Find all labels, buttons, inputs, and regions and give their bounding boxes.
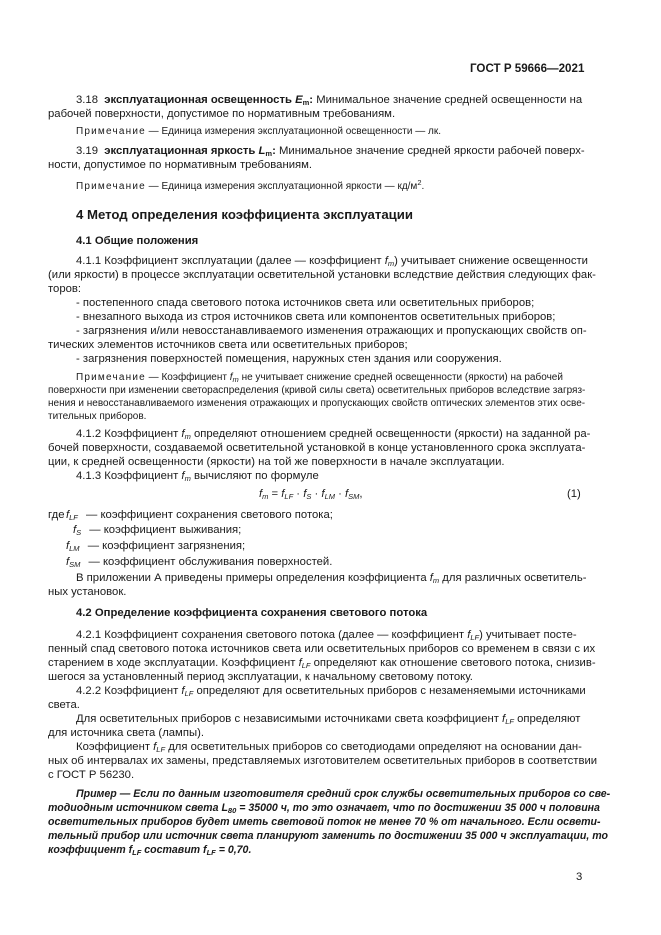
where-item bbox=[66, 555, 332, 572]
where-symbol: $f_{SM}$ bbox=[66, 556, 81, 569]
where-symbol: $f_S$ bbox=[73, 524, 82, 537]
paragraph-text: Коэффициент bbox=[76, 741, 151, 753]
note-sup: 2 bbox=[417, 178, 422, 187]
paragraph-line: торов: bbox=[48, 283, 82, 295]
note-text: — Коэффициент bbox=[148, 372, 227, 383]
note-label: Примечание bbox=[76, 181, 146, 192]
var-f-lf: $f_{LF}$ bbox=[298, 657, 311, 670]
paragraph-line: для источника света (лампы). bbox=[48, 727, 204, 739]
paragraph-text: определяют bbox=[517, 713, 581, 725]
term-symbol: L bbox=[258, 145, 266, 157]
paragraph-line: шегося за установленный период эксплуатации, к начальному световому потоку. bbox=[48, 671, 473, 683]
note-label: Примечание bbox=[76, 126, 146, 137]
definition-text: Минимальное значение средней освещенности на bbox=[316, 94, 583, 106]
note-3-19 bbox=[76, 176, 424, 193]
bullet-item: - загрязнения и/или невосстанавливаемого изменения отражающих и пропускающих свойств оп- bbox=[76, 325, 587, 337]
note-end: . bbox=[421, 181, 425, 192]
subsection-4-2-title: 4.2 Определение коэффициента сохранения светового потока bbox=[76, 607, 428, 619]
paragraph-line: (или яркости) в процессе эксплуатации осветительной установки вследствие действия следующих фак- bbox=[48, 269, 596, 281]
paragraph-line: пенный спад светового потока источников света или осветительных приборов со временем в связи с их bbox=[48, 643, 596, 655]
example-sub: LF bbox=[206, 848, 216, 857]
paragraph-text: 4.1.2 Коэффициент bbox=[76, 428, 179, 440]
where-symbol: $f_{LM}$ bbox=[66, 540, 80, 553]
paragraph-line: ции, к средней освещенности (яркости) на той же поверхности в начале эксплуатации. bbox=[48, 456, 505, 468]
paragraph-text: ) учитывает снижение освещенности bbox=[394, 255, 588, 267]
paragraph-text: вычисляют по формуле bbox=[193, 470, 319, 482]
var-f-m: $f_m$ bbox=[384, 255, 395, 268]
paragraph-4-2-2 bbox=[76, 684, 586, 701]
paragraph-line: ных об интервалах их замены, представляемых изготовителем осветительных приборов в соответствии bbox=[48, 755, 598, 767]
paragraph-text: 4.2.2 Коэффициент bbox=[76, 685, 179, 697]
note-3-18 bbox=[76, 125, 441, 138]
paragraph-text: определяют как отношение светового потока, снизив- bbox=[313, 657, 596, 669]
paragraph-text: ) учитывает посте- bbox=[479, 629, 577, 641]
definition-3-18: 3.18 эксплуатационная освещенность $E_m$: Минимальное значение средней освещенности на bbox=[76, 94, 583, 107]
definition-number: 3.19 bbox=[76, 145, 98, 157]
note-text: — Единица измерения эксплуатационной освещенности — лк. bbox=[148, 126, 442, 137]
document-standard-header: ГОСТ Р 59666—2021 bbox=[470, 62, 585, 75]
note-label: Примечание bbox=[76, 372, 146, 383]
example-text: составит f bbox=[141, 844, 207, 856]
paragraph-text: В приложении А приведены примеры определения коэффициента bbox=[76, 572, 427, 584]
var-f-lf: $f_{LF}$ bbox=[502, 713, 514, 726]
var-f-m: $f_m$ bbox=[429, 572, 440, 585]
appendix-reference bbox=[76, 571, 587, 588]
page-number: 3 bbox=[576, 871, 583, 883]
paragraph-text: для осветительных приборов со светодиодами определяют на основании дан- bbox=[168, 741, 582, 753]
bullet-item-continued: тических элементов источников света или осветительных приборов; bbox=[48, 339, 408, 351]
where-item bbox=[73, 523, 241, 540]
paragraph-4-1-3 bbox=[76, 469, 319, 486]
example-text: = 35000 ч, то это означает, что по достижении 35 000 ч половина bbox=[236, 802, 600, 814]
paragraph-line: бочей поверхности, создаваемой осветительной установкой в конце установленного срока эксплуата- bbox=[48, 442, 586, 454]
example-text: = 0,70. bbox=[215, 844, 252, 856]
where-item bbox=[66, 539, 245, 556]
var-f-lf: $f_{LF}$ bbox=[153, 741, 166, 754]
definition-text-line: рабочей поверхности, допустимое по нормативным требованиям. bbox=[48, 108, 396, 120]
paragraph-text: определяют для осветительных приборов с незаменяемыми источниками bbox=[196, 685, 586, 697]
var-f-lf: $f_{LF}$ bbox=[467, 629, 480, 642]
note-line: поверхности при изменении светораспределения (кривой силы света) осветительных приборов вследствие загряз- bbox=[48, 385, 586, 396]
where-text: — коэффициент обслуживания поверхностей. bbox=[88, 556, 333, 568]
term-symbol-sub: m bbox=[302, 98, 310, 107]
term-symbol-sub: m bbox=[265, 149, 273, 158]
example-sub: 80 bbox=[227, 806, 237, 815]
bullet-item: - загрязнения поверхностей помещения, наружных стен здания или сооружения. bbox=[76, 353, 502, 365]
example-line: Пример — Если по данным изготовителя средний срок службы осветительных приборов со све- bbox=[76, 788, 611, 800]
term-symbol: E bbox=[295, 94, 303, 106]
example-sub: LF bbox=[132, 848, 142, 857]
paragraph-text: определяют отношением средней освещенности (яркости) на заданной ра- bbox=[193, 428, 591, 440]
bullet-item: - постепенного спада светового потока источников света или осветительных приборов; bbox=[76, 297, 535, 309]
var-f-m: $f_m$ bbox=[181, 470, 191, 483]
note-line: тительных приборов. bbox=[48, 411, 147, 422]
subsection-4-1-title: 4.1 Общие положения bbox=[76, 235, 199, 247]
paragraph-text: 4.1.1 Коэффициент эксплуатации (далее — коэффициент bbox=[76, 255, 382, 267]
example-text: тодиодным источником света L bbox=[48, 802, 228, 814]
var-f-m: $f_m$ bbox=[229, 372, 239, 384]
section-4-title: 4 Метод определения коэффициента эксплуатации bbox=[76, 207, 413, 222]
paragraph-text: 4.1.3 Коэффициент bbox=[76, 470, 179, 482]
example-line: тельный прибор или источник света планируют заменить по достижении 35 000 ч эксплуатации, то bbox=[48, 830, 609, 842]
paragraph-text: старением в ходе эксплуатации. Коэффициент bbox=[48, 657, 296, 669]
bullet-item: - внезапного выхода из строя источников света или компонентов осветительных приборов; bbox=[76, 311, 556, 323]
paragraph-line: света. bbox=[48, 699, 80, 711]
where-text: — коэффициент загрязнения; bbox=[87, 540, 246, 552]
definition-term: эксплуатационная освещенность bbox=[104, 94, 292, 106]
where-text: — коэффициент выживания; bbox=[89, 524, 242, 536]
where-text: — коэффициент сохранения светового потока; bbox=[86, 509, 333, 521]
definition-3-19: 3.19 эксплуатационная яркость $L_m$: Минимальное значение средней яркости рабочей поверх- bbox=[76, 145, 585, 158]
formula-number: (1) bbox=[567, 488, 581, 500]
example-line: осветительных приборов будет иметь световой поток не менее 70 % от начального. Если освети- bbox=[48, 816, 601, 828]
where-clause bbox=[48, 508, 65, 522]
formula-1: $f_m = f_{LF} \cdot f_S \cdot f_{LM} \cdot f_{SM}$, bbox=[259, 488, 363, 501]
note-line: нения и невосстанавливаемого изменения отражающих и пропускающих свойств оптических элементов этих осве- bbox=[48, 398, 586, 409]
paragraph-line: с ГОСТ Р 56230. bbox=[48, 769, 135, 781]
paragraph-text: Для осветительных приборов с независимыми источниками света коэффициент bbox=[76, 713, 499, 725]
definition-term: эксплуатационная яркость bbox=[104, 145, 256, 157]
definition-text-line: ности, допустимое по нормативным требованиям. bbox=[48, 159, 313, 171]
definition-text: Минимальное значение средней яркости рабочей поверх- bbox=[278, 145, 585, 157]
var-f-m: $f_m$ bbox=[181, 428, 191, 441]
where-symbol: $f_{LF}$ bbox=[66, 509, 78, 522]
note-text: не учитывает снижение средней освещенности (яркости) на рабочей bbox=[241, 372, 563, 383]
example-line bbox=[48, 844, 251, 860]
paragraph-text: 4.2.1 Коэффициент сохранения светового потока (далее — коэффициент bbox=[76, 629, 465, 641]
paragraph-text: для различных осветитель- bbox=[442, 572, 587, 584]
definition-number: 3.18 bbox=[76, 94, 98, 106]
example-text: коэффициент f bbox=[48, 844, 133, 856]
where-word: где bbox=[48, 509, 65, 521]
var-f-lf: $f_{LF}$ bbox=[181, 685, 194, 698]
note-text: — Единица измерения эксплуатационной яркости — кд/м bbox=[148, 181, 418, 192]
paragraph-line: ных установок. bbox=[48, 586, 127, 598]
